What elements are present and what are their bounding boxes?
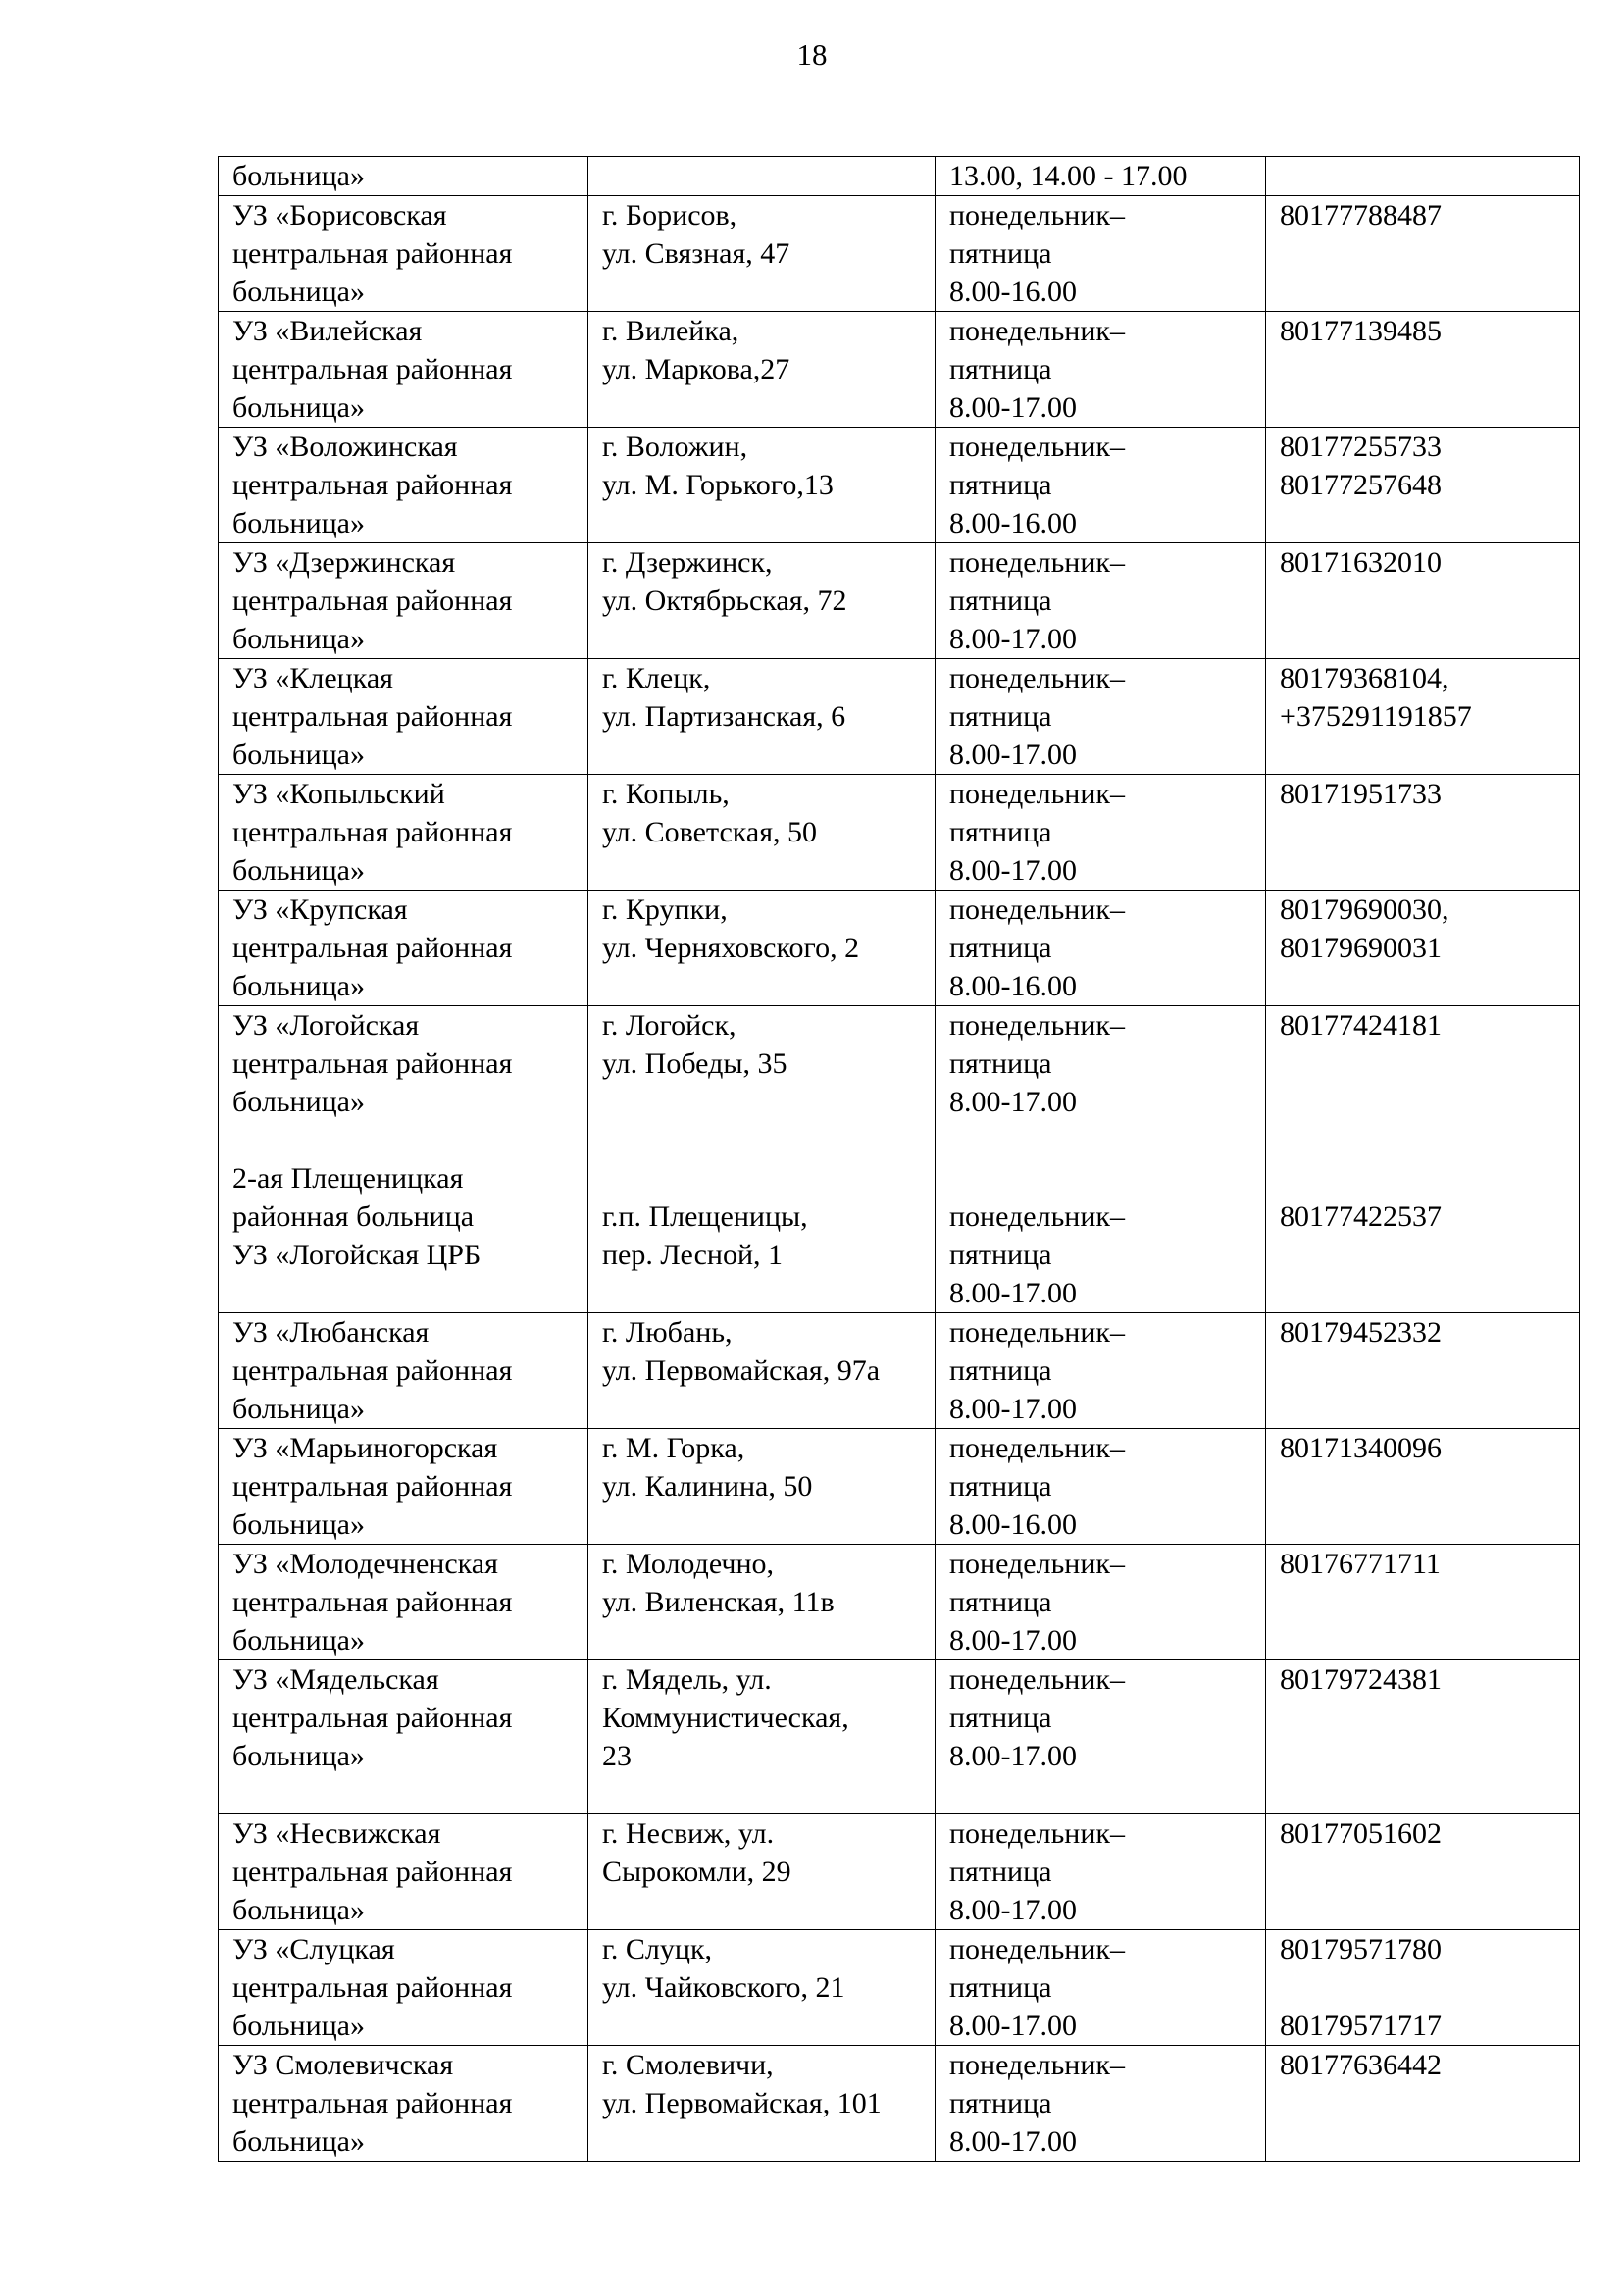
phone-line: 80177051602	[1280, 1817, 1442, 1850]
working-hours-line: 8.00-17.00	[949, 1624, 1077, 1657]
working-hours-line: понедельник–	[949, 431, 1125, 463]
phone-line: 80171951733	[1280, 778, 1442, 810]
address-line	[602, 157, 925, 195]
address-cell	[588, 1313, 936, 1429]
phone-line: 80177424181	[1280, 1009, 1442, 1042]
working-hours-line: пятница	[949, 1856, 1052, 1888]
working-hours-line: понедельник–	[949, 1432, 1125, 1464]
working-hours-cell	[936, 1930, 1266, 2046]
working-hours-line: пятница	[949, 1239, 1052, 1271]
address-line: г. Воложин,	[602, 431, 748, 463]
address-line: г. Логойск,	[602, 1009, 736, 1042]
address-line: ул. Черняховского, 2	[602, 932, 860, 964]
working-hours-line	[949, 1159, 1255, 1198]
working-hours-line: понедельник–	[949, 662, 1125, 694]
working-hours-cell	[936, 312, 1266, 428]
hospital-name-line: больница»	[232, 507, 365, 539]
working-hours-line: 8.00-17.00	[949, 391, 1077, 424]
working-hours-line: понедельник–	[949, 893, 1125, 926]
hospital-name-cell	[219, 1545, 588, 1660]
table-row	[219, 1814, 1580, 1930]
working-hours-cell	[936, 2046, 1266, 2162]
working-hours-cell	[936, 196, 1266, 312]
table-row	[219, 891, 1580, 1006]
hospital-name-line: центральная районная	[232, 2087, 513, 2119]
hospital-name-line: больница»	[232, 739, 365, 771]
hospital-name-line: УЗ «Копыльский	[232, 778, 445, 810]
working-hours-line: понедельник–	[949, 546, 1125, 579]
hospital-name-line: УЗ «Молодечненская	[232, 1548, 498, 1580]
phone-line: 80176771711	[1280, 1548, 1441, 1580]
working-hours-line: 8.00-17.00	[949, 1894, 1077, 1926]
page-number: 18	[796, 37, 828, 72]
hospital-name-line: центральная районная	[232, 585, 513, 617]
address-cell	[588, 157, 936, 196]
working-hours-line: понедельник–	[949, 1316, 1125, 1349]
hospital-name-cell	[219, 157, 588, 196]
hospital-name-line: центральная районная	[232, 237, 513, 270]
working-hours-line: пятница	[949, 1586, 1052, 1618]
working-hours-cell	[936, 659, 1266, 775]
phone-cell	[1266, 543, 1580, 659]
hospital-name-line	[232, 1121, 578, 1159]
table-row	[219, 659, 1580, 775]
phone-line: 80177788487	[1280, 199, 1442, 231]
hospital-name-line: УЗ «Любанская	[232, 1316, 430, 1349]
hospital-name-line: больница»	[232, 1508, 365, 1541]
address-cell	[588, 1930, 936, 2046]
working-hours-line: 8.00-17.00	[949, 623, 1077, 655]
hospital-name-line: больница»	[232, 854, 365, 887]
hospital-name-line: центральная районная	[232, 469, 513, 501]
working-hours-line: понедельник–	[949, 199, 1125, 231]
hospital-name-line: УЗ «Борисовская	[232, 199, 447, 231]
phone-line	[1280, 1121, 1569, 1159]
address-line: г. Копыль,	[602, 778, 730, 810]
hospital-name-cell	[219, 2046, 588, 2162]
phone-cell	[1266, 196, 1580, 312]
phone-line: +375291191857	[1280, 700, 1472, 733]
table-row	[219, 1313, 1580, 1429]
address-cell	[588, 1660, 936, 1814]
hospital-name-line: центральная районная	[232, 816, 513, 848]
phone-cell	[1266, 1930, 1580, 2046]
working-hours-line: пятница	[949, 1971, 1052, 2004]
hospital-name-cell	[219, 1660, 588, 1814]
phone-line	[1280, 1159, 1569, 1198]
address-line: г. Молодечно,	[602, 1548, 775, 1580]
phone-line: 80177139485	[1280, 315, 1442, 347]
working-hours-cell	[936, 1545, 1266, 1660]
working-hours-cell	[936, 428, 1266, 543]
address-line: ул. Победы, 35	[602, 1047, 787, 1080]
working-hours-line: пятница	[949, 1354, 1052, 1387]
hospital-name-line: больница»	[232, 1086, 365, 1118]
address-cell	[588, 2046, 936, 2162]
working-hours-line: понедельник–	[949, 1817, 1125, 1850]
hospital-name-cell	[219, 775, 588, 891]
working-hours-line	[949, 1121, 1255, 1159]
phone-line	[1280, 1045, 1569, 1083]
address-cell	[588, 312, 936, 428]
working-hours-line: 8.00-16.00	[949, 276, 1077, 308]
phone-line: 80179571717	[1280, 2010, 1442, 2042]
working-hours-line: 13.00, 14.00 - 17.00	[949, 160, 1188, 192]
address-line: г. Мядель, ул.	[602, 1663, 772, 1696]
working-hours-line: понедельник–	[949, 1933, 1125, 1965]
phone-line	[1280, 157, 1569, 195]
address-cell	[588, 1429, 936, 1545]
phone-cell	[1266, 891, 1580, 1006]
phone-cell	[1266, 1545, 1580, 1660]
address-cell	[588, 428, 936, 543]
phone-cell	[1266, 1660, 1580, 1814]
phone-line	[1280, 1968, 1569, 2007]
hospital-name-line: центральная районная	[232, 1971, 513, 2004]
address-line: Коммунистическая,	[602, 1702, 849, 1734]
working-hours-cell	[936, 1429, 1266, 1545]
hospital-name-line: больница»	[232, 276, 365, 308]
working-hours-line: пятница	[949, 237, 1052, 270]
phone-line: 80179571780	[1280, 1933, 1442, 1965]
phone-line: 80179368104,	[1280, 662, 1449, 694]
working-hours-line: пятница	[949, 1470, 1052, 1503]
hospital-name-cell	[219, 543, 588, 659]
address-line: г. Клецк,	[602, 662, 711, 694]
hospital-name-cell	[219, 428, 588, 543]
address-line: ул. Чайковского, 21	[602, 1971, 845, 2004]
phone-line	[1280, 1083, 1569, 1121]
address-line: ул. Октябрьская, 72	[602, 585, 847, 617]
working-hours-line: понедельник–	[949, 315, 1125, 347]
hospital-name-line: УЗ «Марьиногорская	[232, 1432, 498, 1464]
hospital-name-line: УЗ «Дзержинская	[232, 546, 456, 579]
address-line: г. Вилейка,	[602, 315, 739, 347]
hospital-name-cell	[219, 659, 588, 775]
address-line: г. Смолевичи,	[602, 2049, 774, 2081]
working-hours-line: пятница	[949, 700, 1052, 733]
address-line: ул. Виленская, 11в	[602, 1586, 835, 1618]
address-line	[602, 1083, 925, 1121]
hospital-name-line: центральная районная	[232, 1702, 513, 1734]
table-row	[219, 312, 1580, 428]
address-line: ул. Маркова,27	[602, 353, 790, 385]
working-hours-line: пятница	[949, 1047, 1052, 1080]
table-row	[219, 157, 1580, 196]
address-line: ул. Связная, 47	[602, 237, 790, 270]
hospital-name-line: УЗ «Логойская	[232, 1009, 420, 1042]
phone-line: 80179724381	[1280, 1663, 1442, 1696]
hospital-name-cell	[219, 196, 588, 312]
working-hours-line: понедельник–	[949, 1009, 1125, 1042]
hospital-name-line: больница»	[232, 1894, 365, 1926]
phone-cell	[1266, 659, 1580, 775]
working-hours-line: понедельник–	[949, 1548, 1125, 1580]
table-row	[219, 1660, 1580, 1814]
hospital-name-line: центральная районная	[232, 1586, 513, 1618]
address-line: г. Борисов,	[602, 199, 737, 231]
hospital-name-line: УЗ «Слуцкая	[232, 1933, 395, 1965]
working-hours-cell	[936, 1660, 1266, 1814]
phone-cell	[1266, 1429, 1580, 1545]
working-hours-line: 8.00-16.00	[949, 507, 1077, 539]
working-hours-line: пятница	[949, 353, 1052, 385]
address-cell	[588, 1006, 936, 1313]
address-line	[602, 1159, 925, 1198]
hospital-name-line: УЗ Смолевичская	[232, 2049, 454, 2081]
hospital-name-line: больница»	[232, 1740, 365, 1772]
hospital-name-line: больница»	[232, 391, 365, 424]
hospital-name-line: центральная районная	[232, 353, 513, 385]
hospital-name-line: УЗ «Мядельская	[232, 1663, 439, 1696]
hospital-name-line: центральная районная	[232, 1047, 513, 1080]
hospital-name-line: УЗ «Логойская ЦРБ	[232, 1239, 482, 1271]
hospital-table	[218, 156, 1580, 2162]
address-line: г. Крупки,	[602, 893, 728, 926]
table-row	[219, 1930, 1580, 2046]
address-line: г. Слуцк,	[602, 1933, 713, 1965]
working-hours-line: 8.00-17.00	[949, 1086, 1077, 1118]
hospital-name-line: 2-ая Плещеницкая	[232, 1162, 464, 1195]
address-cell	[588, 775, 936, 891]
phone-line: 80177422537	[1280, 1200, 1442, 1233]
phone-cell	[1266, 1313, 1580, 1429]
address-cell	[588, 196, 936, 312]
address-line: ул. Калинина, 50	[602, 1470, 813, 1503]
phone-cell	[1266, 1814, 1580, 1930]
address-line: 23	[602, 1740, 632, 1772]
address-line: ул. Партизанская, 6	[602, 700, 846, 733]
hospital-name-line: центральная районная	[232, 932, 513, 964]
hospital-name-line: больница»	[232, 623, 365, 655]
working-hours-cell	[936, 1006, 1266, 1313]
table-row	[219, 1006, 1580, 1313]
hospital-name-line: УЗ «Воложинская	[232, 431, 458, 463]
hospital-name-cell	[219, 312, 588, 428]
address-line	[602, 1121, 925, 1159]
hospital-name-line: больница»	[232, 160, 365, 192]
phone-line: 80179452332	[1280, 1316, 1442, 1349]
working-hours-line: пятница	[949, 585, 1052, 617]
hospital-name-cell	[219, 1313, 588, 1429]
working-hours-line: пятница	[949, 469, 1052, 501]
working-hours-cell	[936, 1313, 1266, 1429]
address-line: г.п. Плещеницы,	[602, 1200, 808, 1233]
working-hours-line: 8.00-16.00	[949, 970, 1077, 1002]
table-row	[219, 428, 1580, 543]
address-line: г. Любань,	[602, 1316, 733, 1349]
address-cell	[588, 543, 936, 659]
address-cell	[588, 659, 936, 775]
hospital-name-line: центральная районная	[232, 700, 513, 733]
address-line: пер. Лесной, 1	[602, 1239, 783, 1271]
hospital-table-body	[219, 157, 1580, 2162]
working-hours-line: понедельник–	[949, 1663, 1125, 1696]
hospital-name-line: центральная районная	[232, 1354, 513, 1387]
address-cell	[588, 1545, 936, 1660]
hospital-name-cell	[219, 1006, 588, 1313]
working-hours-line: понедельник–	[949, 1200, 1125, 1233]
working-hours-line: понедельник–	[949, 778, 1125, 810]
table-row	[219, 1429, 1580, 1545]
working-hours-line: пятница	[949, 816, 1052, 848]
phone-line: 80177255733	[1280, 431, 1442, 463]
hospital-name-cell	[219, 1429, 588, 1545]
hospital-name-line: УЗ «Вилейская	[232, 315, 423, 347]
table-row	[219, 775, 1580, 891]
hospital-name-line: больница»	[232, 2010, 365, 2042]
working-hours-cell	[936, 543, 1266, 659]
hospital-name-line: больница»	[232, 2125, 365, 2158]
address-cell	[588, 1814, 936, 1930]
phone-cell	[1266, 157, 1580, 196]
address-cell	[588, 891, 936, 1006]
working-hours-line: пятница	[949, 932, 1052, 964]
phone-cell	[1266, 775, 1580, 891]
working-hours-line: 8.00-16.00	[949, 1508, 1077, 1541]
table-row	[219, 196, 1580, 312]
phone-line: 80171340096	[1280, 1432, 1442, 1464]
address-line: ул. Первомайская, 101	[602, 2087, 882, 2119]
phone-line: 80177257648	[1280, 469, 1442, 501]
working-hours-line: 8.00-17.00	[949, 739, 1077, 771]
hospital-name-line: УЗ «Клецкая	[232, 662, 393, 694]
address-line: г. М. Горка,	[602, 1432, 745, 1464]
phone-cell	[1266, 312, 1580, 428]
hospital-name-cell	[219, 891, 588, 1006]
working-hours-line: 8.00-17.00	[949, 2125, 1077, 2158]
address-line: ул. Советская, 50	[602, 816, 817, 848]
phone-cell	[1266, 2046, 1580, 2162]
working-hours-line: 8.00-17.00	[949, 1277, 1077, 1309]
address-line: ул. М. Горького,13	[602, 469, 834, 501]
table-row	[219, 543, 1580, 659]
table-row	[219, 2046, 1580, 2162]
hospital-name-line: больница»	[232, 1624, 365, 1657]
working-hours-cell	[936, 1814, 1266, 1930]
hospital-name-cell	[219, 1930, 588, 2046]
working-hours-line: 8.00-17.00	[949, 2010, 1077, 2042]
working-hours-cell	[936, 775, 1266, 891]
working-hours-line: 8.00-17.00	[949, 1740, 1077, 1772]
hospital-name-line: УЗ «Несвижская	[232, 1817, 441, 1850]
hospital-name-cell	[219, 1814, 588, 1930]
working-hours-line: 8.00-17.00	[949, 854, 1077, 887]
hospital-name-line: больница»	[232, 970, 365, 1002]
working-hours-cell	[936, 157, 1266, 196]
working-hours-line: пятница	[949, 2087, 1052, 2119]
hospital-name-line: больница»	[232, 1393, 365, 1425]
working-hours-line: 8.00-17.00	[949, 1393, 1077, 1425]
hospital-name-line: УЗ «Крупская	[232, 893, 408, 926]
hospital-name-line: районная больница	[232, 1200, 475, 1233]
hospital-name-line: центральная районная	[232, 1856, 513, 1888]
phone-cell	[1266, 428, 1580, 543]
table-row	[219, 1545, 1580, 1660]
working-hours-line	[949, 1775, 1255, 1813]
phone-cell	[1266, 1006, 1580, 1313]
hospital-name-line: центральная районная	[232, 1470, 513, 1503]
address-line: г. Дзержинск,	[602, 546, 773, 579]
address-line: г. Несвиж, ул.	[602, 1817, 775, 1850]
phone-line: 80179690030,	[1280, 893, 1449, 926]
phone-line: 80179690031	[1280, 932, 1442, 964]
phone-line: 80177636442	[1280, 2049, 1442, 2081]
working-hours-cell	[936, 891, 1266, 1006]
working-hours-line: понедельник–	[949, 2049, 1125, 2081]
address-line: Сырокомли, 29	[602, 1856, 791, 1888]
address-line: ул. Первомайская, 97а	[602, 1354, 881, 1387]
working-hours-line: пятница	[949, 1702, 1052, 1734]
phone-line: 80171632010	[1280, 546, 1442, 579]
